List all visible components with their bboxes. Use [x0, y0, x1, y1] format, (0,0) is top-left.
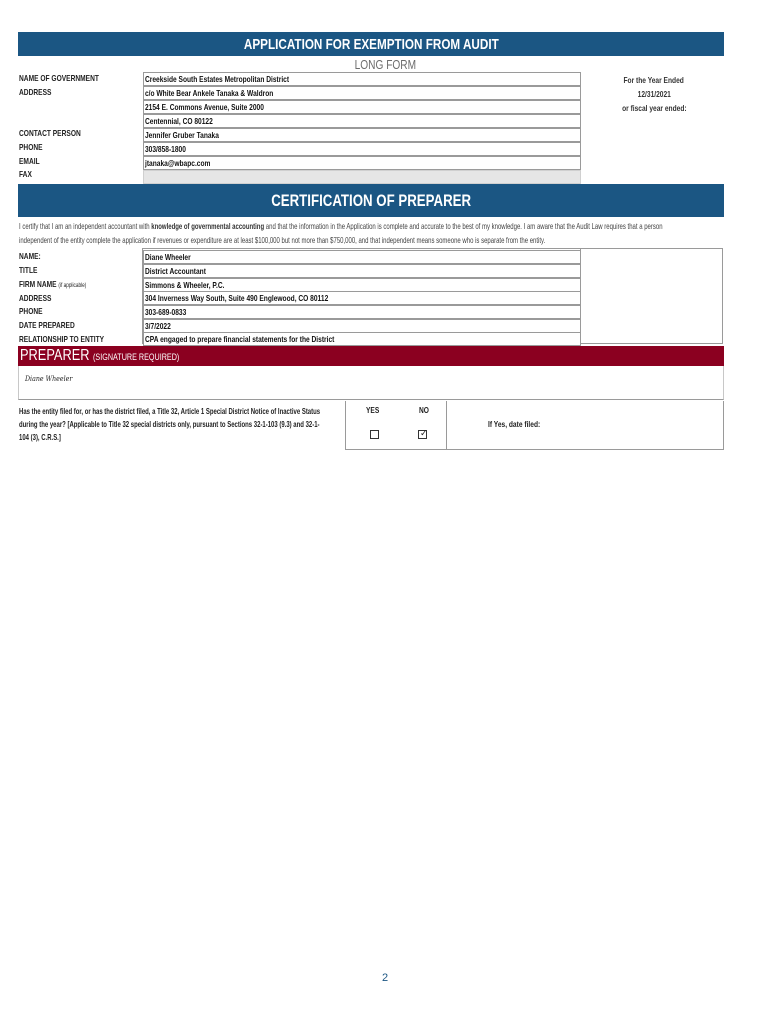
certification-title: CERTIFICATION OF PREPARER [271, 191, 471, 210]
label-phone: PHONE [19, 142, 43, 152]
preparer-title-field[interactable]: District Accountant [143, 264, 581, 278]
year-ended-date[interactable]: 12/31/2021 [637, 89, 671, 99]
yes-checkbox[interactable] [370, 430, 379, 439]
preparer-signature: Diane Wheeler [25, 375, 73, 383]
year-ended-block [585, 73, 723, 115]
fax-field[interactable] [143, 170, 581, 184]
no-checkbox[interactable] [418, 430, 427, 439]
preparer-bar [18, 346, 724, 366]
label-government-name: NAME OF GOVERNMENT [19, 73, 99, 83]
preparer-name-field[interactable]: Diane Wheeler [143, 250, 581, 264]
answer-grid-bottom [345, 449, 724, 450]
answer-grid-left [345, 401, 346, 449]
address-line3-field[interactable]: Centennial, CO 80122 [143, 114, 581, 128]
page-number: 2 [381, 972, 389, 984]
certification-banner [18, 184, 724, 217]
label-fax: FAX [19, 169, 32, 179]
title-banner [18, 32, 724, 56]
government-name-field[interactable]: Creekside South Estates Metropolitan District [143, 72, 581, 86]
label-relationship: RELATIONSHIP TO ENTITY [19, 334, 105, 344]
label-contact-person: CONTACT PERSON [19, 128, 81, 138]
label-preparer-phone: PHONE [19, 306, 43, 316]
form-subtitle: LONG FORM [354, 57, 416, 72]
label-address: ADDRESS [19, 87, 52, 97]
label-preparer-title: TITLE [19, 265, 38, 275]
label-firm-name: FIRM NAME (if applicable) [19, 279, 87, 289]
label-email: EMAIL [19, 156, 40, 166]
preparer-phone-field[interactable]: 303-689-0833 [143, 305, 581, 319]
yes-label: YES [366, 405, 380, 415]
preparer-title: PREPARER [20, 347, 90, 364]
relationship-field[interactable]: CPA engaged to prepare financial statements for the District [143, 332, 581, 346]
label-date-prepared: DATE PREPARED [19, 320, 75, 330]
answer-grid-end [723, 401, 724, 449]
phone-field[interactable]: 303/858-1800 [143, 142, 581, 156]
certification-statement-line2: independent of the entity complete the application if revenues or expenditure are at least $100,000 but not more than $750,000, and that independent means someone who is separate from the entity. [19, 235, 546, 245]
date-prepared-field[interactable]: 3/7/2022 [143, 319, 581, 333]
preparer-signature-note: (SIGNATURE REQUIRED) [93, 352, 180, 362]
preparer-address-field[interactable]: 304 Inverness Way South, Suite 490 Englewood, CO 80112 [143, 291, 581, 305]
email-field[interactable]: jtanaka@wbapc.com [143, 156, 581, 170]
inactive-status-question: Has the entity filed for, or has the district filed, a Title 32, Article 1 Special District Notice of Inactive Status during the year? [Applicable to Title 32 special districts only, pursuant to Sections 32-1-103 (9.3) and 32-1- 104 (3), C.R.S.] [19, 406, 321, 442]
label-firm-note: (if applicable) [58, 283, 87, 289]
fiscal-year-label: or fiscal year ended: [621, 103, 687, 113]
label-preparer-address: ADDRESS [19, 293, 52, 303]
address-line2-field[interactable]: 2154 E. Commons Avenue, Suite 2000 [143, 100, 581, 114]
no-checkbox-mark: ✓ [420, 428, 428, 438]
contact-person-field[interactable]: Jennifer Gruber Tanaka [143, 128, 581, 142]
firm-name-field[interactable]: Simmons & Wheeler, P.C. [143, 278, 581, 292]
certification-statement-line1: I certify that I am an independent accountant with knowledge of governmental accounting and that the information in the Application is complete and accurate to the best of my knowledge. I am aware that the Audit Law requires that a person [19, 221, 663, 231]
date-filed-field[interactable] [560, 419, 710, 431]
address-line1-field[interactable]: c/o White Bear Ankele Tanaka & Waldron [143, 86, 581, 100]
form-title: APPLICATION FOR EXEMPTION FROM AUDIT [243, 36, 499, 53]
signature-box[interactable] [18, 366, 724, 400]
year-ended-label: For the Year Ended [623, 75, 685, 85]
answer-grid-right [446, 401, 447, 449]
date-filed-label: If Yes, date filed: [488, 419, 541, 429]
label-preparer-name: NAME: [19, 251, 41, 261]
no-label: NO [419, 405, 429, 415]
